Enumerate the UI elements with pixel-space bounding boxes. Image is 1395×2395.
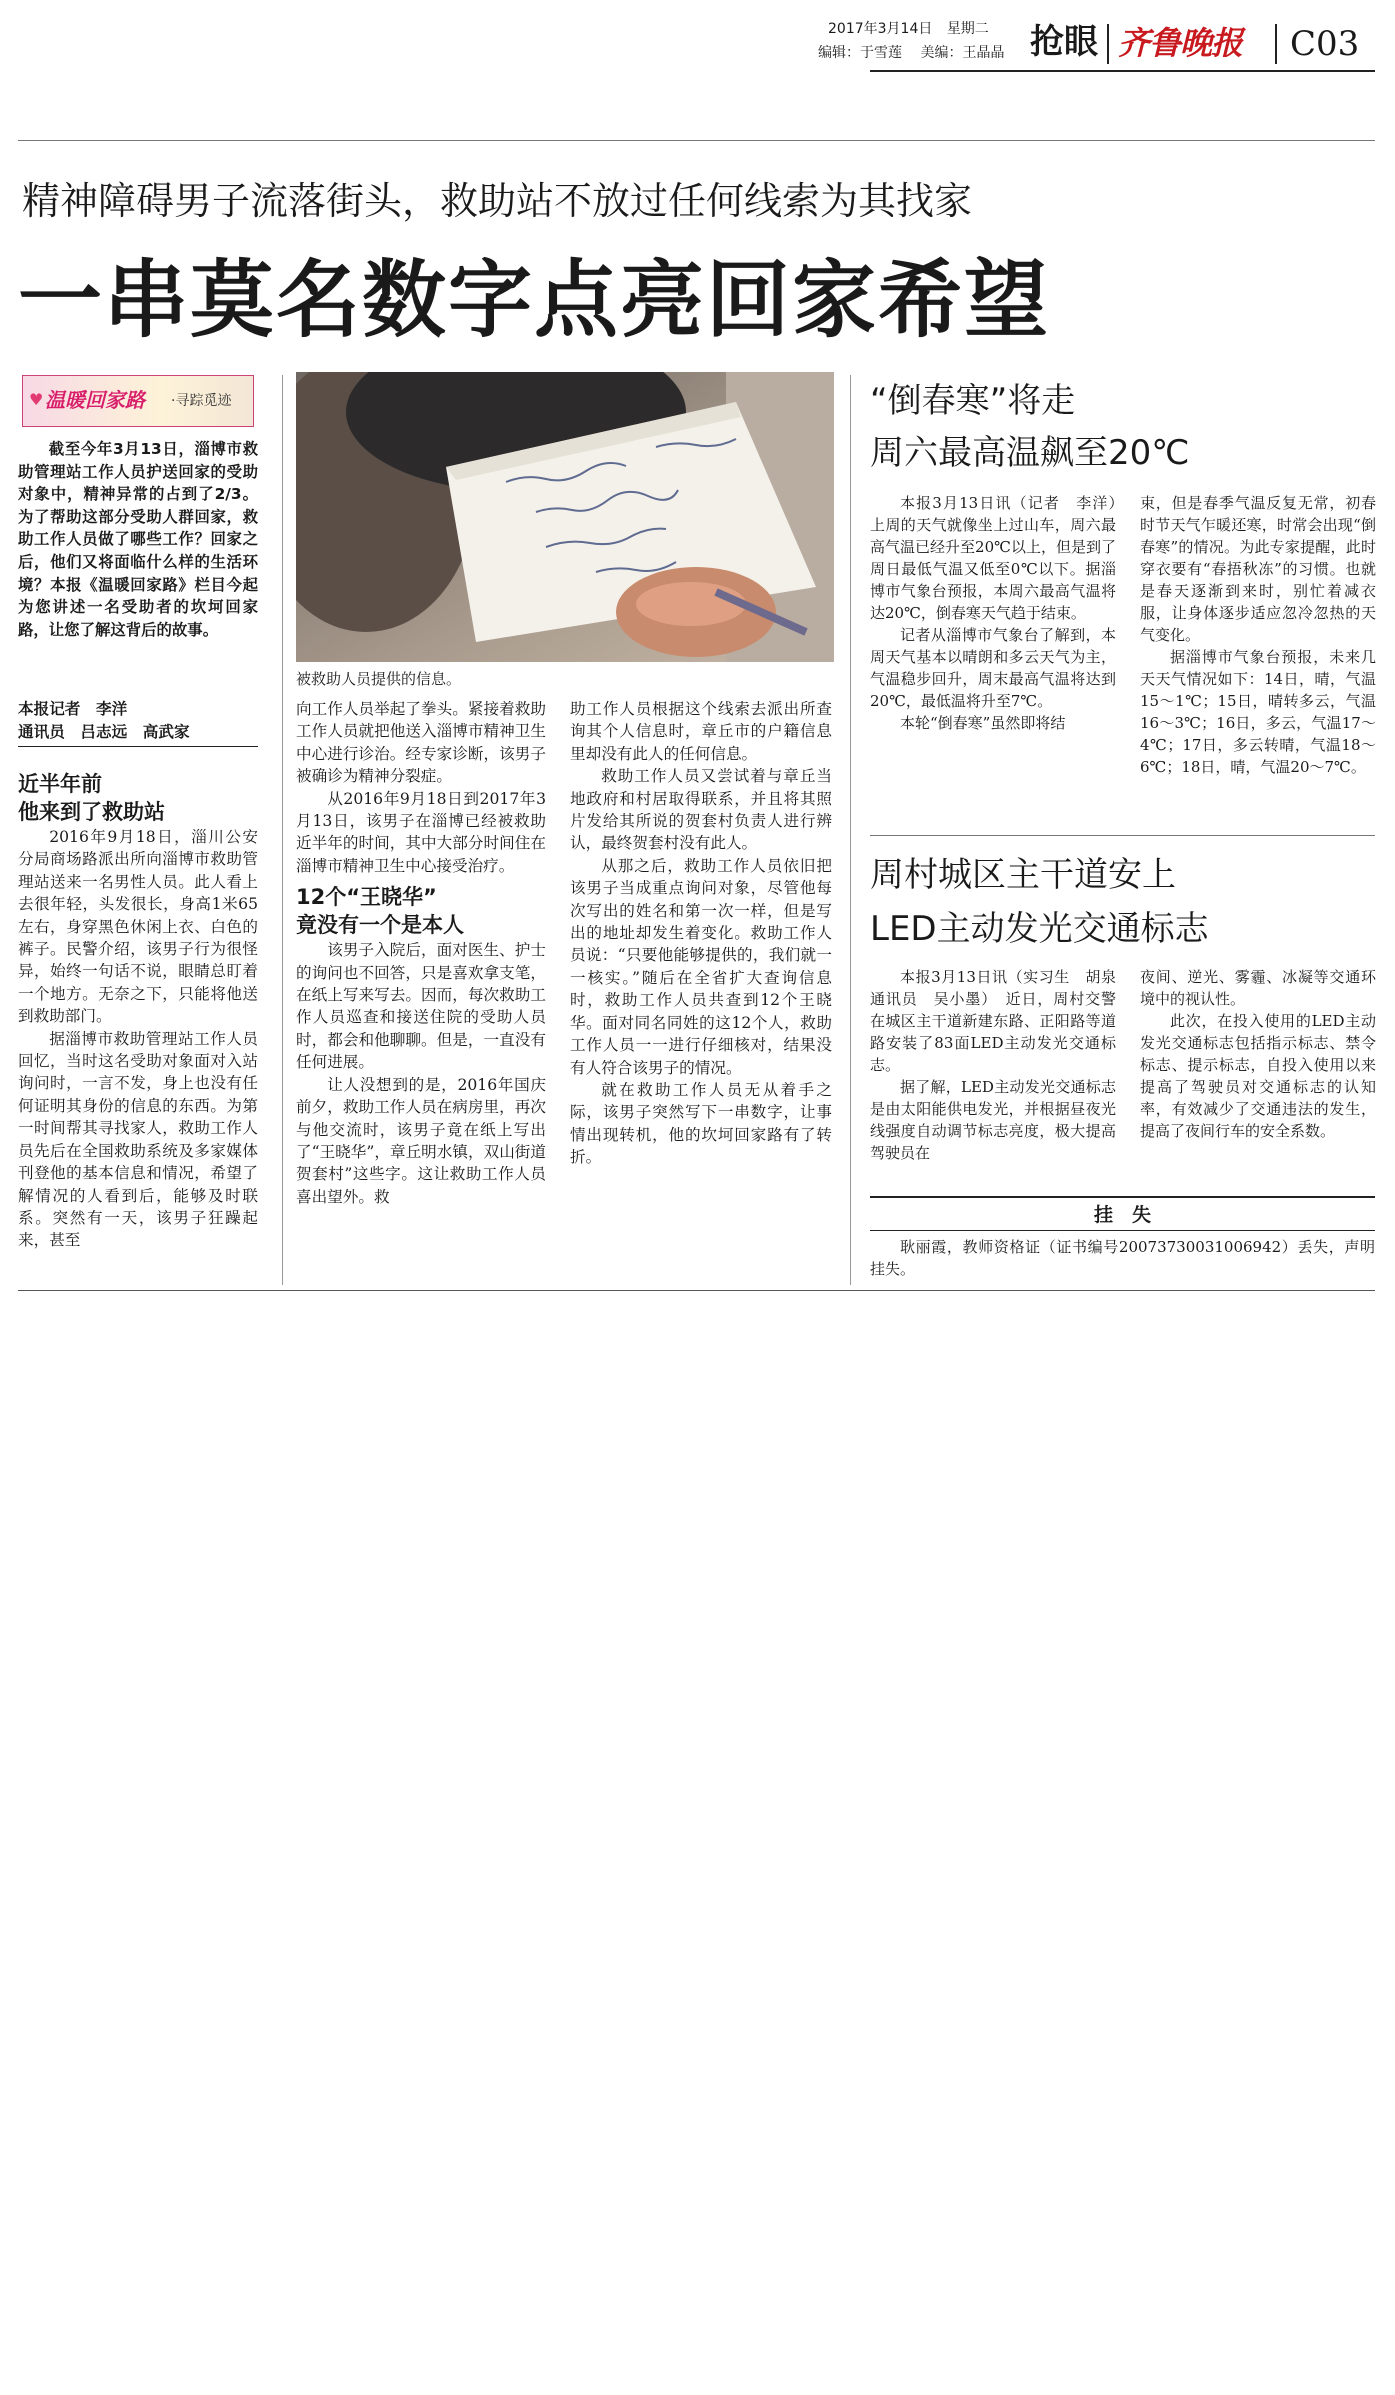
col2-para-4: 让人没想到的是，2016年国庆前夕，救助工作人员在病房里，再次与他交流时，该男子竟在纸上写出了“王晓华”，章丘明水镇，双山街道贺套村”这些字。这让救助工作人员喜出望外。救 — [296, 1075, 546, 1206]
weather-column-b — [1140, 492, 1376, 778]
notice-title: 挂 失 — [1093, 1204, 1151, 1226]
header-date — [828, 20, 989, 38]
traffic-headline-1: 周村城区主干道安上 — [870, 855, 1176, 895]
photo-caption: 被救助人员提供的信息。 — [296, 670, 462, 688]
byline-correspondent: 通讯员 吕志远 高武家 — [18, 721, 258, 747]
header-divider-1 — [1107, 24, 1109, 64]
traffic-para-1: 本报3月13日讯（实习生 胡泉 通讯员 吴小墨） 近日，周村交警在城区主干道新建东路、正阳路等道路安装了83面LED主动发光交通标志。 — [870, 968, 1132, 1074]
subhead-2-line2: 竟没有一个是本人 — [296, 913, 464, 938]
col3-para-1: 助工作人员根据这个线索去派出所查询其个人信息时，章丘市的户籍信息里却没有此人的任何信息。 — [570, 700, 832, 763]
subhead-2-line1: 12个“王晓华” — [296, 885, 437, 910]
notice-title-rule — [870, 1230, 1375, 1231]
notice-body — [870, 1236, 1375, 1280]
designer-text: 美编：王晶晶 — [920, 45, 1005, 61]
column-1 — [18, 770, 258, 1252]
column-logo-text-b: ·寻踪觅迹 — [171, 393, 232, 409]
weather-para-4: 束，但是春季气温反复无常，初春时节天气乍暖还寒，时常会出现“倒春寒”的情况。为此专家提醒，此时穿衣要有“春捂秋冻”的习惯。也就是春天逐渐到来时，别忙着减衣服，让身体逐步适应忽冷忽热的天气变化。 — [1140, 494, 1376, 644]
date-text: 2017年3月14日 — [828, 21, 933, 37]
subhead-1-line2: 他来到了救助站 — [18, 800, 165, 824]
notice-text: 耿丽霞，教师资格证（证书编号20073730031006942）丢失，声明挂失。 — [870, 1238, 1375, 1278]
headline: 一串莫名数字点亮回家希望 — [18, 251, 1051, 349]
weather-traffic-rule — [870, 835, 1375, 836]
weather-para-3: 本轮“倒春寒”虽然即将结 — [900, 714, 1066, 732]
weather-para-1: 本报3月13日讯（记者 李洋） 上周的天气就像坐上过山车，周六最高气温已经升至20℃以上，但是到了周日最低气温又低至0℃以下。据淄博市气象台预报，本周六最高气温将达20℃，倒春寒天气趋于结束。 — [870, 494, 1132, 622]
col2-para-1: 向工作人员举起了拳头。紧接着救助工作人员就把他送入淄博市精神卫生中心进行诊治。经专家诊断，该男子被确诊为精神分裂症。 — [296, 700, 546, 786]
column-3 — [570, 698, 832, 1169]
intro-block — [18, 438, 258, 641]
notice-top-rule — [870, 1196, 1375, 1198]
bottom-rule — [18, 1290, 1375, 1291]
weather-para-5: 据淄博市气象台预报，未来几天天气情况如下：14日，晴，气温15～1℃；15日，晴转多云，气温16～3℃；16日，多云，气温17～4℃；17日，多云转晴，气温18～6℃；18日，晴，气温20～7℃。 — [1140, 648, 1376, 776]
col3-para-2: 救助工作人员又尝试着与章丘当地政府和村居取得联系，并且将其照片发给其所说的贺套村负责人进行辨认，最终贺套村没有此人。 — [570, 767, 832, 853]
top-rule — [18, 140, 1375, 141]
weather-headline-2: 周六最高温飙至20℃ — [870, 433, 1190, 473]
col3-para-4: 就在救助工作人员无从着手之际，该男子突然写下一串数字，让事情出现转机，他的坎坷回家路有了转折。 — [570, 1080, 832, 1167]
column-separator-2 — [850, 375, 851, 1285]
byline-reporter: 本报记者 李洋 — [18, 700, 128, 718]
header-rule — [870, 70, 1375, 72]
news-photo — [296, 372, 834, 662]
col1-para-2: 据淄博市救助管理站工作人员回忆，当时这名受助对象面对入站询问时，一言不发，身上也没有任何证明其身份的信息的东西。为第一时间帮其寻找家人，救助工作人员先后在全国救助系统及多家媒体刊登他的基本信息和情况，希望了解情况的人看到后，能够及时联系。突然有一天，该男子狂躁起来，甚至 — [18, 1029, 258, 1250]
byline — [18, 698, 258, 747]
traffic-para-4: 此次，在投入使用的LED主动发光交通标志包括指示标志、禁令标志、提示标志，自投入使用以来提高了驾驶员对交通标志的认知率，有效减少了交通违法的发生，提高了夜间行车的安全系数。 — [1140, 1012, 1376, 1140]
traffic-column-b — [1140, 966, 1376, 1142]
header-divider-2 — [1275, 24, 1277, 64]
weather-column-a — [870, 492, 1132, 734]
col2-para-2: 从2016年9月18日到2017年3月13日，该男子在淄博已经被救助近半年的时间，其中大部分时间住在淄博市精神卫生中心接受治疗。 — [296, 789, 546, 875]
weather-headline-1: “倒春寒”将走 — [870, 381, 1076, 421]
weather-para-2: 记者从淄博市气象台了解到，本周天气基本以晴朗和多云天气为主，气温稳步回升，周末最高气温将达到20℃，最低温将升至7℃。 — [870, 626, 1116, 710]
weekday-text: 星期二 — [946, 21, 989, 37]
column-separator-1 — [282, 375, 283, 1285]
section-title: 抢眼 — [1030, 22, 1098, 62]
col1-para-1: 2016年9月18日，淄川公安分局商场路派出所向淄博市救助管理站送来一名男性人员。此人看上去很年轻，头发很长，身高1米65左右，身穿黑色休闲上衣、白色的裤子。民警介绍，该男子行为很怪异，始终一句话不说，眼睛总盯着一个地方。无奈之下，只能将他送到救助部门。 — [18, 828, 258, 1026]
photo-illustration — [296, 372, 834, 662]
traffic-para-3: 夜间、逆光、雾霾、冰凝等交通环境中的视认性。 — [1140, 968, 1376, 1008]
intro-text: 截至今年3月13日，淄博市救助管理站工作人员护送回家的受助对象中，精神异常的占到了2/3。为了帮助这部分受助人群回家，救助工作人员做了哪些工作？回家之后，他们又将面临什么样的生活环境？本报《温暖回家路》栏目今起为您讲述一名受助者的坎坷回家路，让您了解这背后的故事。 — [18, 440, 258, 639]
subhead-1-line1: 近半年前 — [18, 772, 102, 796]
col2-para-3: 该男子入院后，面对医生、护士的询问也不回答，只是喜欢拿支笔，在纸上写来写去。因而，每次救助工作人员巡查和接送住院的受助人员时，都会和他聊聊。但是，一直没有任何进展。 — [296, 941, 546, 1072]
column-2 — [296, 698, 546, 1208]
paper-logo: 齐鲁晚报 — [1118, 24, 1243, 62]
page-number: C03 — [1290, 24, 1360, 64]
traffic-para-2: 据了解，LED主动发光交通标志是由太阳能供电发光，并根据昼夜光线强度自动调节标志亮度，极大提高驾驶员在 — [870, 1078, 1116, 1162]
traffic-headline-2: LED主动发光交通标志 — [870, 909, 1209, 949]
editor-text: 编辑：于雪莲 — [818, 45, 902, 61]
column-logo — [22, 375, 254, 427]
header-editors — [818, 44, 1004, 62]
col3-para-3: 从那之后，救助工作人员依旧把该男子当成重点询问对象，尽管他每次写出的姓名和第一次一样，但是写出的地址却发生着变化。救助工作人员说：“只要他能够提供的，我们就一一核实。”随后在全省扩大查询信息时，救助工作人员共查到12个王晓华。面对同名同姓的这12个人，救助工作人员一一进行仔细核对，结果没有人符合该男子的情况。 — [570, 856, 832, 1077]
heart-icon: ♥ — [29, 390, 44, 409]
traffic-column-a — [870, 966, 1132, 1164]
column-logo-text-a: 温暖回家路 — [45, 388, 145, 412]
kicker: 精神障碍男子流落街头，救助站不放过任何线索为其找家 — [22, 179, 973, 223]
